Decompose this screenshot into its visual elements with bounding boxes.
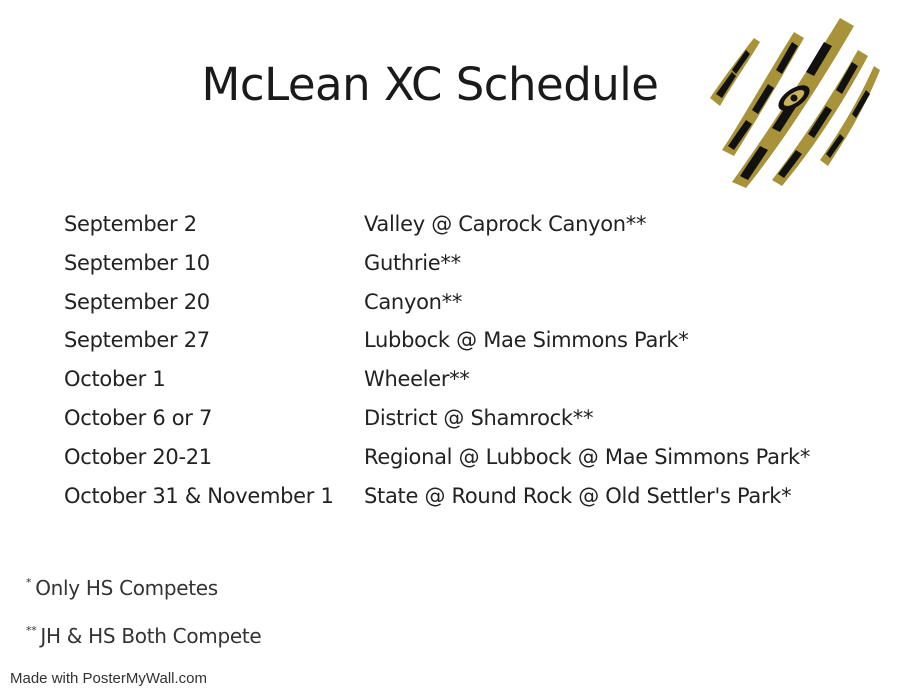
- page-title: McLean XC Schedule: [201, 58, 659, 111]
- legend-text: Only HS Competes: [35, 576, 218, 600]
- event-date: September 10: [64, 250, 210, 275]
- event-name: Guthrie**: [364, 250, 461, 275]
- schedule-row: [64, 244, 864, 283]
- legend-text: JH & HS Both Compete: [40, 624, 262, 648]
- schedule-row: [64, 205, 864, 244]
- event-name: Wheeler**: [364, 367, 470, 392]
- event-name: State @ Round Rock @ Old Settler's Park*: [364, 483, 792, 508]
- schedule-row: [64, 438, 864, 477]
- schedule-row: [64, 399, 864, 438]
- event-date: September 2: [64, 212, 197, 236]
- event-date: October 20-21: [64, 444, 212, 469]
- legend-hs-only: [26, 576, 218, 600]
- schedule-row: [64, 321, 864, 360]
- event-name: Regional @ Lubbock @ Mae Simmons Park*: [364, 444, 811, 469]
- legend-jh-hs: [26, 624, 261, 648]
- event-name: Canyon**: [364, 289, 463, 314]
- tiger-claw-scratch-icon: [702, 10, 882, 192]
- event-name: Valley @ Caprock Canyon**: [364, 212, 647, 236]
- event-date: October 31 & November 1: [64, 483, 334, 508]
- legend-mark: **: [26, 624, 37, 637]
- event-name: District @ Shamrock**: [364, 405, 594, 430]
- event-date: September 27: [64, 328, 210, 353]
- footer-credit: Made with PosterMyWall.com: [10, 670, 207, 687]
- legend-mark: *: [26, 576, 32, 589]
- schedule-row: [64, 360, 864, 399]
- schedule-row: [64, 283, 864, 322]
- event-date: September 20: [64, 289, 210, 314]
- event-name: Lubbock @ Mae Simmons Park*: [364, 328, 689, 353]
- event-date: October 6 or 7: [64, 405, 213, 430]
- schedule-list: [64, 205, 864, 515]
- schedule-row: [64, 477, 864, 516]
- event-date: October 1: [64, 367, 166, 392]
